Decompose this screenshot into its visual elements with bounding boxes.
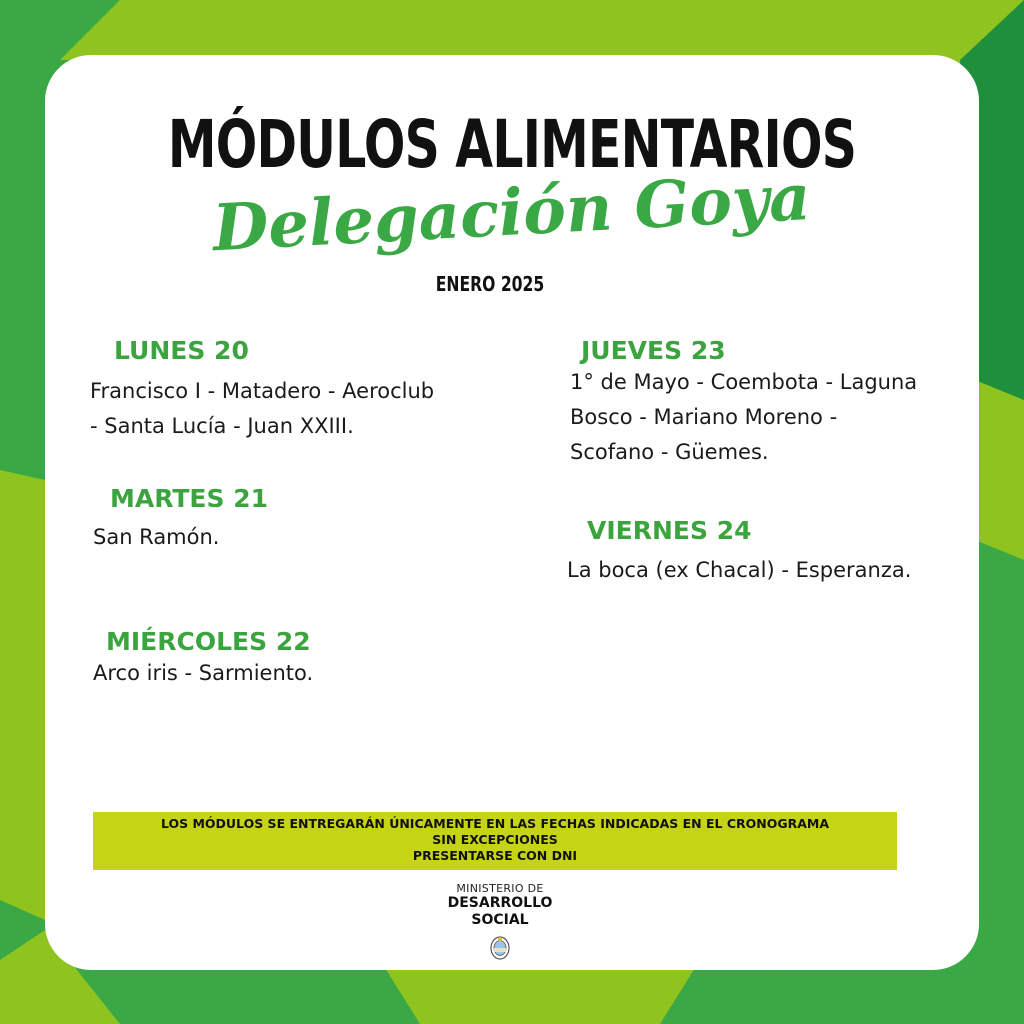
place-line: San Ramón. <box>93 525 220 549</box>
place-line: Bosco - Mariano Moreno - <box>570 405 838 429</box>
day-places-martes <box>93 520 219 555</box>
day-label-jueves: JUEVES 23 <box>581 336 726 365</box>
place-line: Francisco I - Matadero - Aeroclub <box>90 379 435 403</box>
place-line: 1° de Mayo - Coembota - Laguna <box>570 370 918 394</box>
provincial-seal-icon <box>489 935 511 961</box>
day-places-viernes <box>567 553 911 588</box>
ministry-logo <box>400 882 600 961</box>
page-subtitle: Delegación Goya <box>210 160 813 267</box>
day-places-jueves <box>570 365 917 470</box>
notice-line-1: LOS MÓDULOS SE ENTREGARÁN ÚNICAMENTE EN LAS FECHAS INDICADAS EN EL CRONOGRAMA <box>160 816 830 831</box>
ministry-line-2: DESARROLLO <box>447 895 553 911</box>
day-label-viernes: VIERNES 24 <box>587 516 752 545</box>
ministry-line-3: SOCIAL <box>471 912 529 928</box>
place-line: Scofano - Güemes. <box>570 440 769 464</box>
month-label: ENERO 2025 <box>435 272 545 296</box>
place-line: - Santa Lucía - Juan XXIII. <box>90 414 354 438</box>
place-line: La boca (ex Chacal) - Esperanza. <box>567 558 912 582</box>
notice-line-2: SIN EXCEPCIONES <box>432 832 558 847</box>
notice-banner <box>93 812 897 870</box>
notice-line-3: PRESENTARSE CON DNI <box>412 848 578 863</box>
ministry-line-1: MINISTERIO DE <box>456 882 544 895</box>
place-line: Arco iris - Sarmiento. <box>93 661 314 685</box>
day-places-lunes <box>90 374 434 444</box>
day-places-miercoles <box>93 656 313 691</box>
day-label-lunes: LUNES 20 <box>114 336 249 365</box>
page-title: MÓDULOS ALIMENTARIOS <box>167 106 857 183</box>
day-label-martes: MARTES 21 <box>110 484 268 513</box>
day-label-miercoles: MIÉRCOLES 22 <box>106 627 311 656</box>
